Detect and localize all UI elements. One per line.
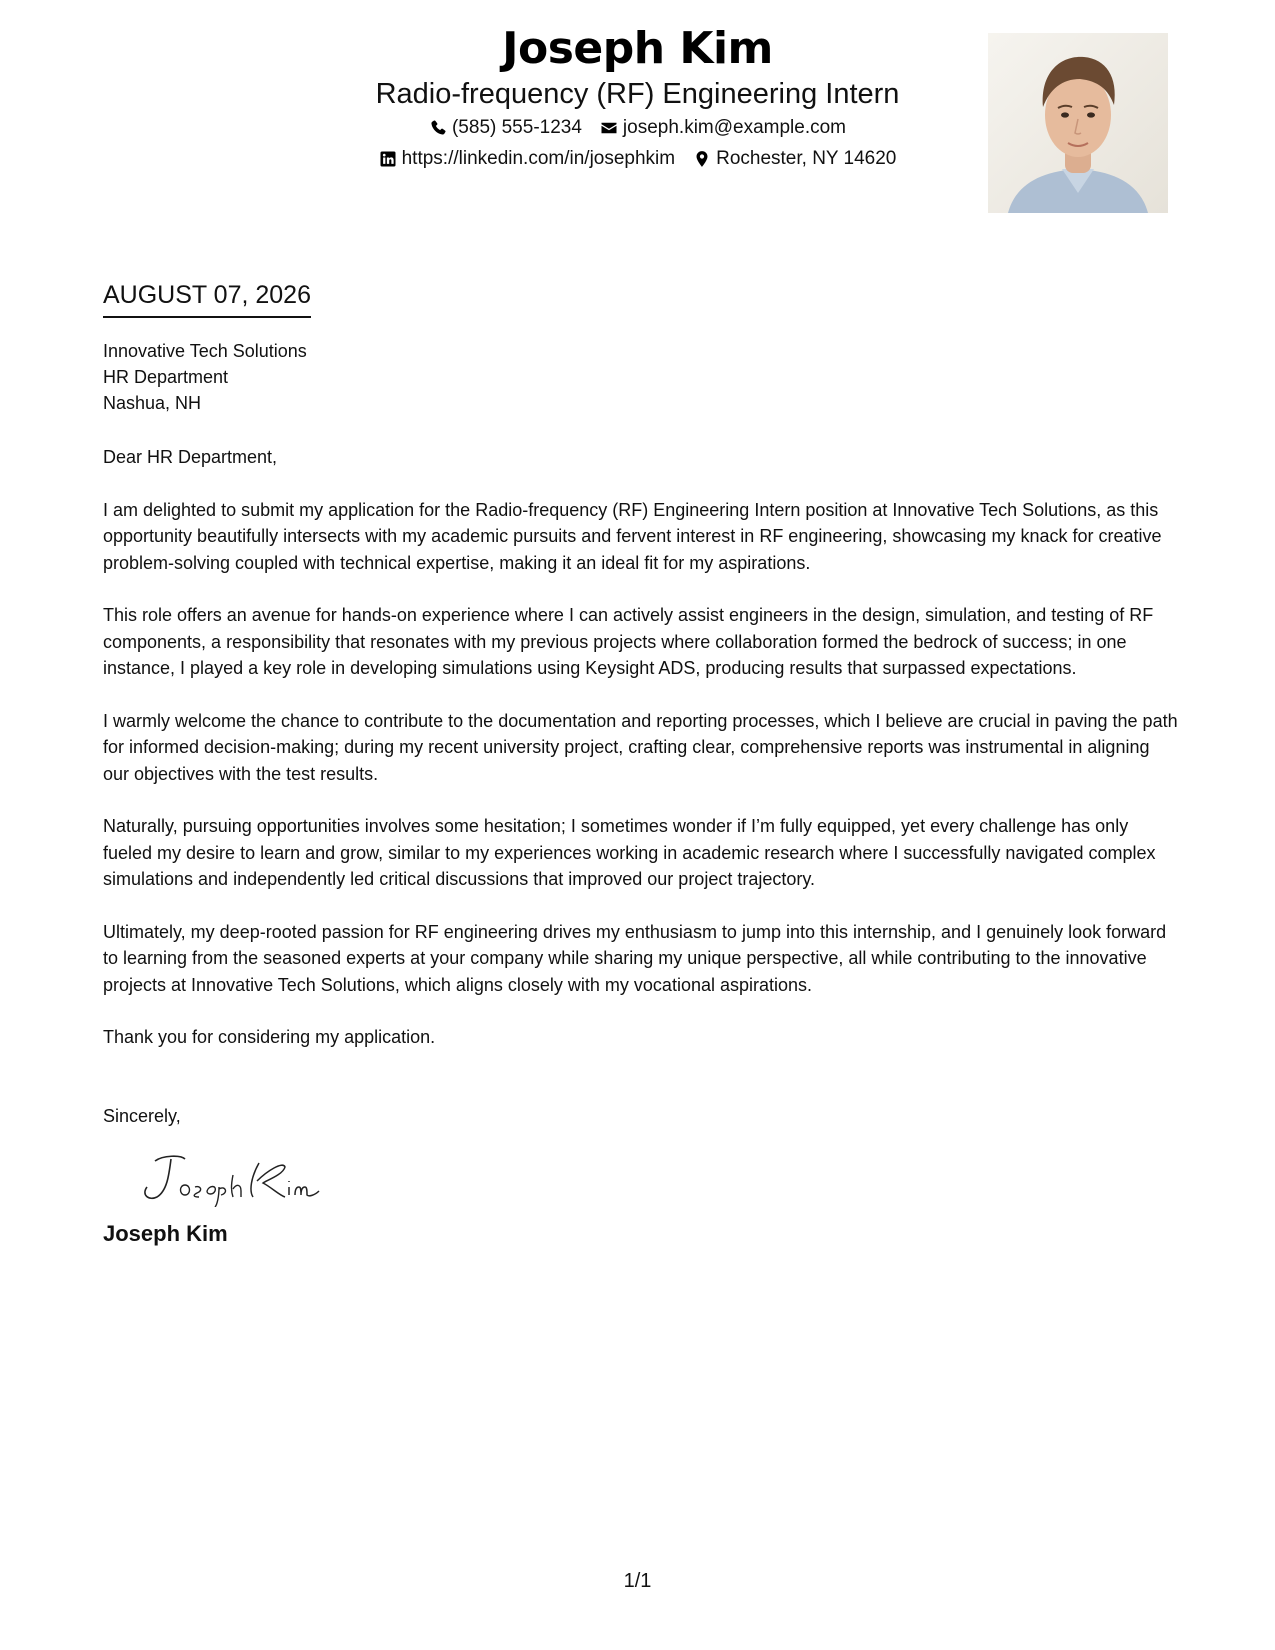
letter-body xyxy=(103,278,1178,1249)
email-address: joseph.kim@example.com xyxy=(622,117,847,138)
map-pin-icon xyxy=(693,150,711,168)
phone-icon xyxy=(429,119,447,137)
profile-photo xyxy=(988,33,1168,213)
applicant-title: Radio-frequency (RF) Engineering Intern xyxy=(375,78,900,110)
envelope-icon xyxy=(600,119,618,137)
recipient-block xyxy=(103,338,1178,416)
signed-name: Joseph Kim xyxy=(103,1221,228,1246)
handwritten-signature xyxy=(133,1147,333,1207)
paragraph: I am delighted to submit my application for the Radio-frequency (RF) Engineering Intern position at Innovative Tech Solutions, as this opportunity beautifully intersects with my academic pursuits and fervent interest in RF engineering, showcasing my knack for creative problem-solving coupled with technical expertise, making it an ideal fit for my aspirations. xyxy=(103,499,1162,573)
paragraph: Naturally, pursuing opportunities involves some hesitation; I sometimes wonder if I’m fully equipped, yet every challenge has only fueled my desire to learn and grow, similar to my experiences working in academic research where I successfully navigated complex simulations and independently led critical discussions that improved our project trajectory. xyxy=(103,816,1156,889)
recipient-city: Nashua, NH xyxy=(103,393,202,413)
linkedin-icon xyxy=(379,150,397,168)
letter-date: AUGUST 07, 2026 xyxy=(103,278,311,318)
paragraph: I warmly welcome the chance to contribute to the documentation and reporting processes, which I believe are crucial in paving the path for informed decision-making; during my recent university project, crafting clear, comprehensive reports was instrumental in aligning our objectives with the test results. xyxy=(103,710,1178,784)
location-text: Rochester, NY 14620 xyxy=(716,148,897,169)
page-number: 1/1 xyxy=(623,1570,652,1592)
paragraph: Ultimately, my deep-rooted passion for RF engineering drives my enthusiasm to jump into this internship, and I genuinely look forward to learning from the seasoned experts at your company while sharing my unique perspective, all while contributing to the innovative projects at Innovative Tech Solutions, which aligns closely with my vocational aspirations. xyxy=(103,921,1167,995)
contact-linkedin[interactable] xyxy=(379,143,676,174)
recipient-company: Innovative Tech Solutions xyxy=(103,341,307,361)
signoff: Sincerely, xyxy=(103,1105,181,1126)
linkedin-url: https://linkedin.com/in/josephkim xyxy=(401,148,676,169)
recipient-department: HR Department xyxy=(103,367,229,387)
contact-location xyxy=(693,143,896,174)
closing-line: Thank you for considering my application. xyxy=(103,1027,436,1047)
applicant-name: Joseph Kim xyxy=(502,23,773,74)
contact-email[interactable] xyxy=(600,112,846,143)
paragraph: This role offers an avenue for hands-on experience where I can actively assist engineers in the design, simulation, and testing of RF components, a responsibility that resonates with my previous projects where collaboration formed the bedrock of success; in one instance, I played a key role in developing simulations using Keysight ADS, producing results that surpassed expectations. xyxy=(103,605,1154,678)
contact-phone[interactable] xyxy=(429,112,582,143)
salutation: Dear HR Department, xyxy=(103,447,278,467)
phone-number: (585) 555-1234 xyxy=(451,117,582,138)
